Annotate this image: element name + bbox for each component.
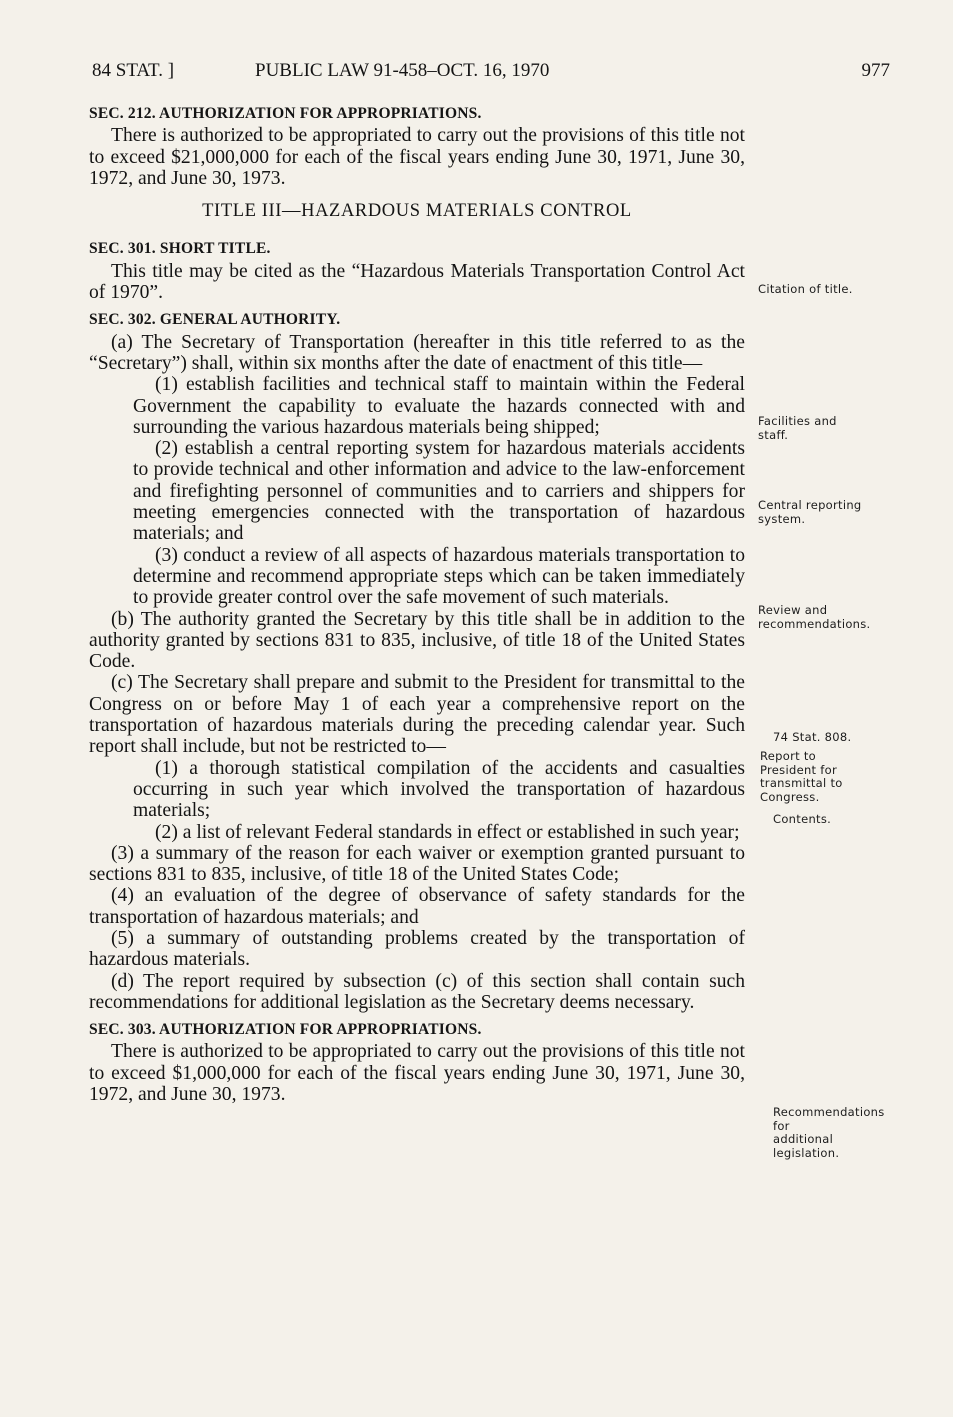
margin-note-report: Report to President for transmittal to Congress.: [760, 749, 843, 804]
section-302-b: (b) The authority granted the Secretary by this title shall be in addition to the authority granted by sections 831 to 835, inclusive, of title 18 of the United States Code.: [89, 608, 745, 673]
section-302-c: (c) The Secretary shall prepare and submit to the President for transmittal to the Congress on or before May 1 of each year a comprehensive report on the transportation of hazardous materials during the preceding calendar year. Such report shall include, but not be restricted to—: [89, 672, 745, 758]
section-301-text: This title may be cited as the “Hazardous Materials Transportation Control Act of 1970”.: [89, 260, 745, 304]
page-number: 977: [861, 60, 890, 81]
section-302-c-2: (2) a list of relevant Federal standards in effect or established in such year;: [155, 821, 740, 843]
margin-note-central-reporting: Central reporting system.: [758, 498, 862, 526]
section-302-d: (d) The report required by subsection (c) of this section shall contain such recommendations for additional legislation as the Secretary deems necessary.: [89, 970, 745, 1013]
margin-note-recommendations: Recommendations for additional legislation.: [773, 1105, 885, 1160]
section-303-heading: SEC. 303. AUTHORIZATION FOR APPROPRIATIONS.: [89, 1021, 482, 1039]
section-302-a-3: (3) conduct a review of all aspects of hazardous materials transportation to determine and recommend appropriate steps which can be taken immediately to provide greater control over the safe movement of such materials.: [133, 544, 745, 609]
volume-reference: 84 STAT. ]: [92, 60, 175, 81]
section-302-a-2: (2) establish a central reporting system for hazardous materials accidents to provide technical and other information and advice to the law-enforcement and firefighting personnel of communities and to carriers and shippers for meeting emergencies connected with the transportation of hazardous materials; and: [133, 438, 745, 545]
margin-note-contents: Contents.: [773, 812, 832, 826]
section-302-c-1: (1) a thorough statistical compilation of the accidents and casualties occurring in such year which involved the transportation of hazardous materials;: [133, 757, 745, 822]
section-212-heading: SEC. 212. AUTHORIZATION FOR APPROPRIATIONS.: [89, 105, 482, 122]
section-301-heading: SEC. 301. SHORT TITLE.: [89, 240, 271, 258]
margin-note-facilities: Facilities and staff.: [758, 414, 837, 442]
section-302-c-4: (4) an evaluation of the degree of observance of safety standards for the transportation of hazardous materials; and: [89, 885, 745, 928]
title-iii-heading: TITLE III—HAZARDOUS MATERIALS CONTROL: [202, 201, 632, 222]
section-302-a: (a) The Secretary of Transportation (hereafter in this title referred to as the “Secretary”) shall, within six months after the date of enactment of this title—: [89, 331, 745, 374]
page-header: [92, 60, 890, 86]
law-title: PUBLIC LAW 91-458–OCT. 16, 1970: [255, 60, 550, 81]
section-302-a-1: (1) establish facilities and technical staff to maintain within the Federal Government the capability to evaluate the hazards connected with and surrounding the various hazardous materials being shipped;: [133, 374, 745, 438]
margin-note-review: Review and recommendations.: [758, 603, 871, 631]
section-302-c-5: (5) a summary of outstanding problems created by the transportation of hazardous materials.: [89, 927, 745, 971]
section-212-text: There is authorized to be appropriated to carry out the provisions of this title not to exceed $21,000,000 for each of the fiscal years ending June 30, 1971, June 30, 1972, and June 30, 1973.: [89, 125, 745, 189]
document-body: [89, 103, 745, 1105]
margin-note-stat: 74 Stat. 808.: [773, 730, 852, 744]
section-302-heading: SEC. 302. GENERAL AUTHORITY.: [89, 311, 341, 329]
section-303-text: There is authorized to be appropriated to carry out the provisions of this title not to exceed $1,000,000 for each of the fiscal years ending June 30, 1971, June 30, 1972, and June 30, 1973.: [89, 1041, 745, 1106]
section-302-c-3: (3) a summary of the reason for each waiver or exemption granted pursuant to sections 831 to 835, inclusive, of title 18 of the United States Code;: [89, 842, 745, 886]
margin-note-citation: Citation of title.: [758, 282, 853, 296]
